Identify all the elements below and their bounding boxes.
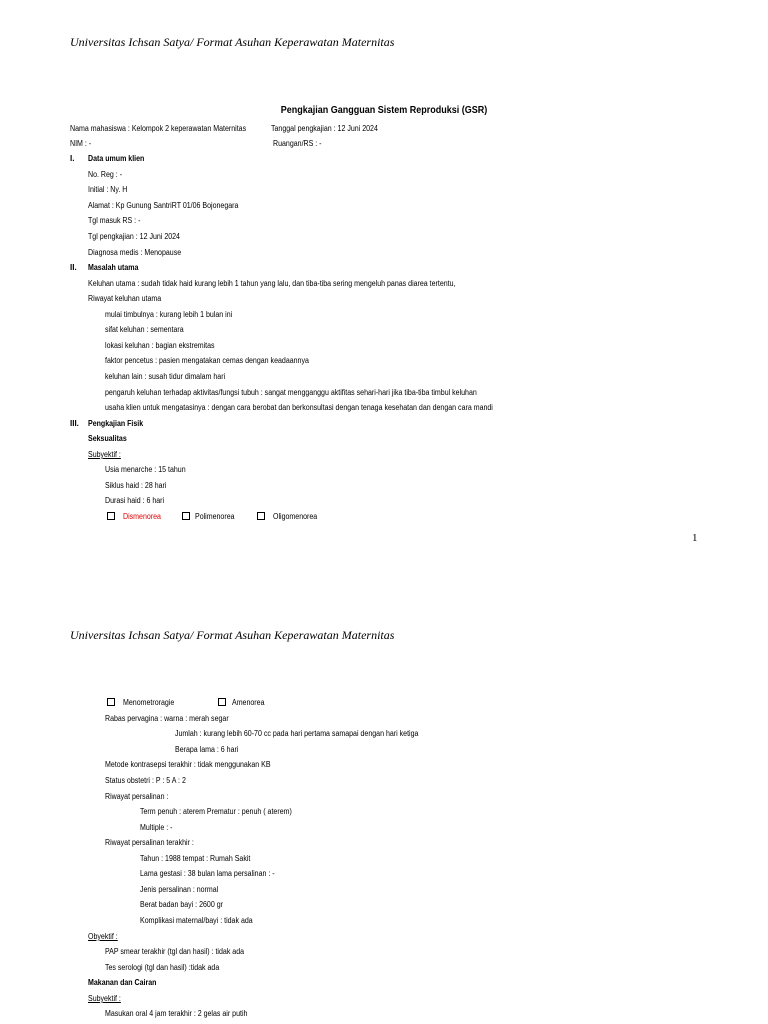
reg-number: No. Reg : - (88, 170, 123, 179)
page-number: 1 (692, 532, 698, 544)
delivery-type: Jenis persalinan : normal (140, 885, 219, 894)
oligomenorea-checkbox[interactable] (257, 512, 265, 520)
menometrorage-label: Menometroragie (123, 698, 175, 707)
complaint-impact: pengaruh keluhan terhadap aktivitas/fungsi tubuh : sangat mengganggu aktifitas sehari-hari jika tiba-tiba timbul keluhan (105, 388, 477, 397)
document-title: Pengkajian Gangguan Sistem Reproduksi (GSR) (280, 105, 488, 116)
complications: Komplikasi maternal/bayi : tidak ada (140, 916, 253, 925)
gestation-length: Lama gestasi : 38 bulan lama persalinan : - (140, 869, 275, 878)
menstrual-duration: Durasi haid : 6 hari (105, 496, 165, 505)
complaint-history: Riwayat keluhan utama (88, 294, 162, 303)
assessment-date-2: Tgl pengkajian : 12 Juni 2024 (88, 232, 180, 241)
polimenorea-label: Polimenorea (195, 512, 235, 521)
subjective-label: Subyektif : (88, 450, 121, 459)
vaginal-discharge: Rabas pervagina : warna : merah segar (105, 714, 229, 723)
delivery-year-place: Tahun : 1988 tempat : Rumah Sakit (140, 854, 251, 863)
discharge-amount: Jumlah : kurang lebih 60-70 cc pada hari pertama samapai dengan hari ketiga (175, 729, 419, 738)
section-1-title: Data umum klien (88, 154, 145, 163)
obstetric-status: Status obstetri : P : 5 A : 2 (105, 776, 186, 785)
amenorea-label: Amenorea (232, 698, 265, 707)
admission-date: Tgl masuk RS : - (88, 216, 141, 225)
pap-smear: PAP smear terakhir (tgl dan hasil) : tidak ada (105, 947, 245, 956)
delivery-history: Riwayat persalinan : (105, 792, 169, 801)
trigger-factor: faktor pencetus : pasien mengatakan cemas dengan keadaannya (105, 356, 309, 365)
assessment-date: Tanggal pengkajian : 12 Juni 2024 (271, 124, 378, 133)
student-name: Nama mahasiswa : Kelompok 2 keperawatan Maternitas (70, 124, 247, 133)
amenorea-checkbox[interactable] (218, 698, 226, 706)
menarche-age: Usia menarche : 15 tahun (105, 465, 186, 474)
section-1-number: I. (70, 154, 75, 163)
complaint-nature: sifat keluhan : sementara (105, 325, 184, 334)
nim: NIM : - (70, 139, 92, 148)
menstrual-cycle: Siklus haid : 28 hari (105, 481, 167, 490)
other-complaint: keluhan lain : susah tidur dimalam hari (105, 372, 226, 381)
page-header-2: Universitas Ichsan Satya/ Format Asuhan Keperawatan Maternitas (70, 628, 395, 642)
last-delivery-history: Riwayat persalinan terakhir : (105, 838, 194, 847)
polimenorea-checkbox[interactable] (182, 512, 190, 520)
section-3-title: Pengkajian Fisik (88, 419, 144, 428)
oligomenorea-label: Oligomenorea (273, 512, 318, 521)
coping-effort: usaha klien untuk mengatasinya : dengan cara berobat dan berkonsultasi dengan tenaga kesehatan dan dengan cara mandi (105, 403, 493, 412)
subjective-label-2: Subyektif : (88, 994, 121, 1003)
patient-address: Alamat : Kp Gunung SantriRT 01/06 Bojonegara (88, 201, 239, 210)
page-header: Universitas Ichsan Satya/ Format Asuhan Keperawatan Maternitas (70, 35, 395, 49)
patient-initial: Initial : Ny. H (88, 185, 128, 194)
section-3-number: III. (70, 419, 79, 428)
medical-diagnosis: Diagnosa medis : Menopause (88, 248, 182, 257)
dismenorea-label: Dismenorea (123, 512, 161, 521)
section-2-number: II. (70, 263, 77, 272)
main-complaint: Keluhan utama : sudah tidak haid kurang lebih 1 tahun yang lalu, dan tiba-tiba sering mengeluh panas diarea tertentu, (88, 279, 456, 288)
food-fluid-heading: Makanan dan Cairan (88, 978, 157, 987)
menometrorage-checkbox[interactable] (107, 698, 115, 706)
section-2-title: Masalah utama (88, 263, 139, 272)
baby-weight: Berat badan bayi : 2600 gr (140, 900, 223, 909)
room: Ruangan/RS : - (273, 139, 322, 148)
serology-test: Tes serologi (tgl dan hasil) :tidak ada (105, 963, 220, 972)
contraception: Metode kontrasepsi terakhir : tidak menggunakan KB (105, 760, 271, 769)
dismenorea-checkbox[interactable] (107, 512, 115, 520)
oral-intake: Masukan oral 4 jam terakhir : 2 gelas air putih (105, 1009, 248, 1018)
objective-label: Obyektif : (88, 932, 118, 941)
discharge-duration: Berapa lama : 6 hari (175, 745, 239, 754)
multiple: Multiple : - (140, 823, 173, 832)
complaint-location: lokasi keluhan : bagian ekstremitas (105, 341, 215, 350)
term-status: Term penuh : aterem Prematur : penuh ( aterem) (140, 807, 292, 816)
onset: mulai timbulnya : kurang lebih 1 bulan ini (105, 310, 233, 319)
sexuality-heading: Seksualitas (88, 434, 127, 443)
